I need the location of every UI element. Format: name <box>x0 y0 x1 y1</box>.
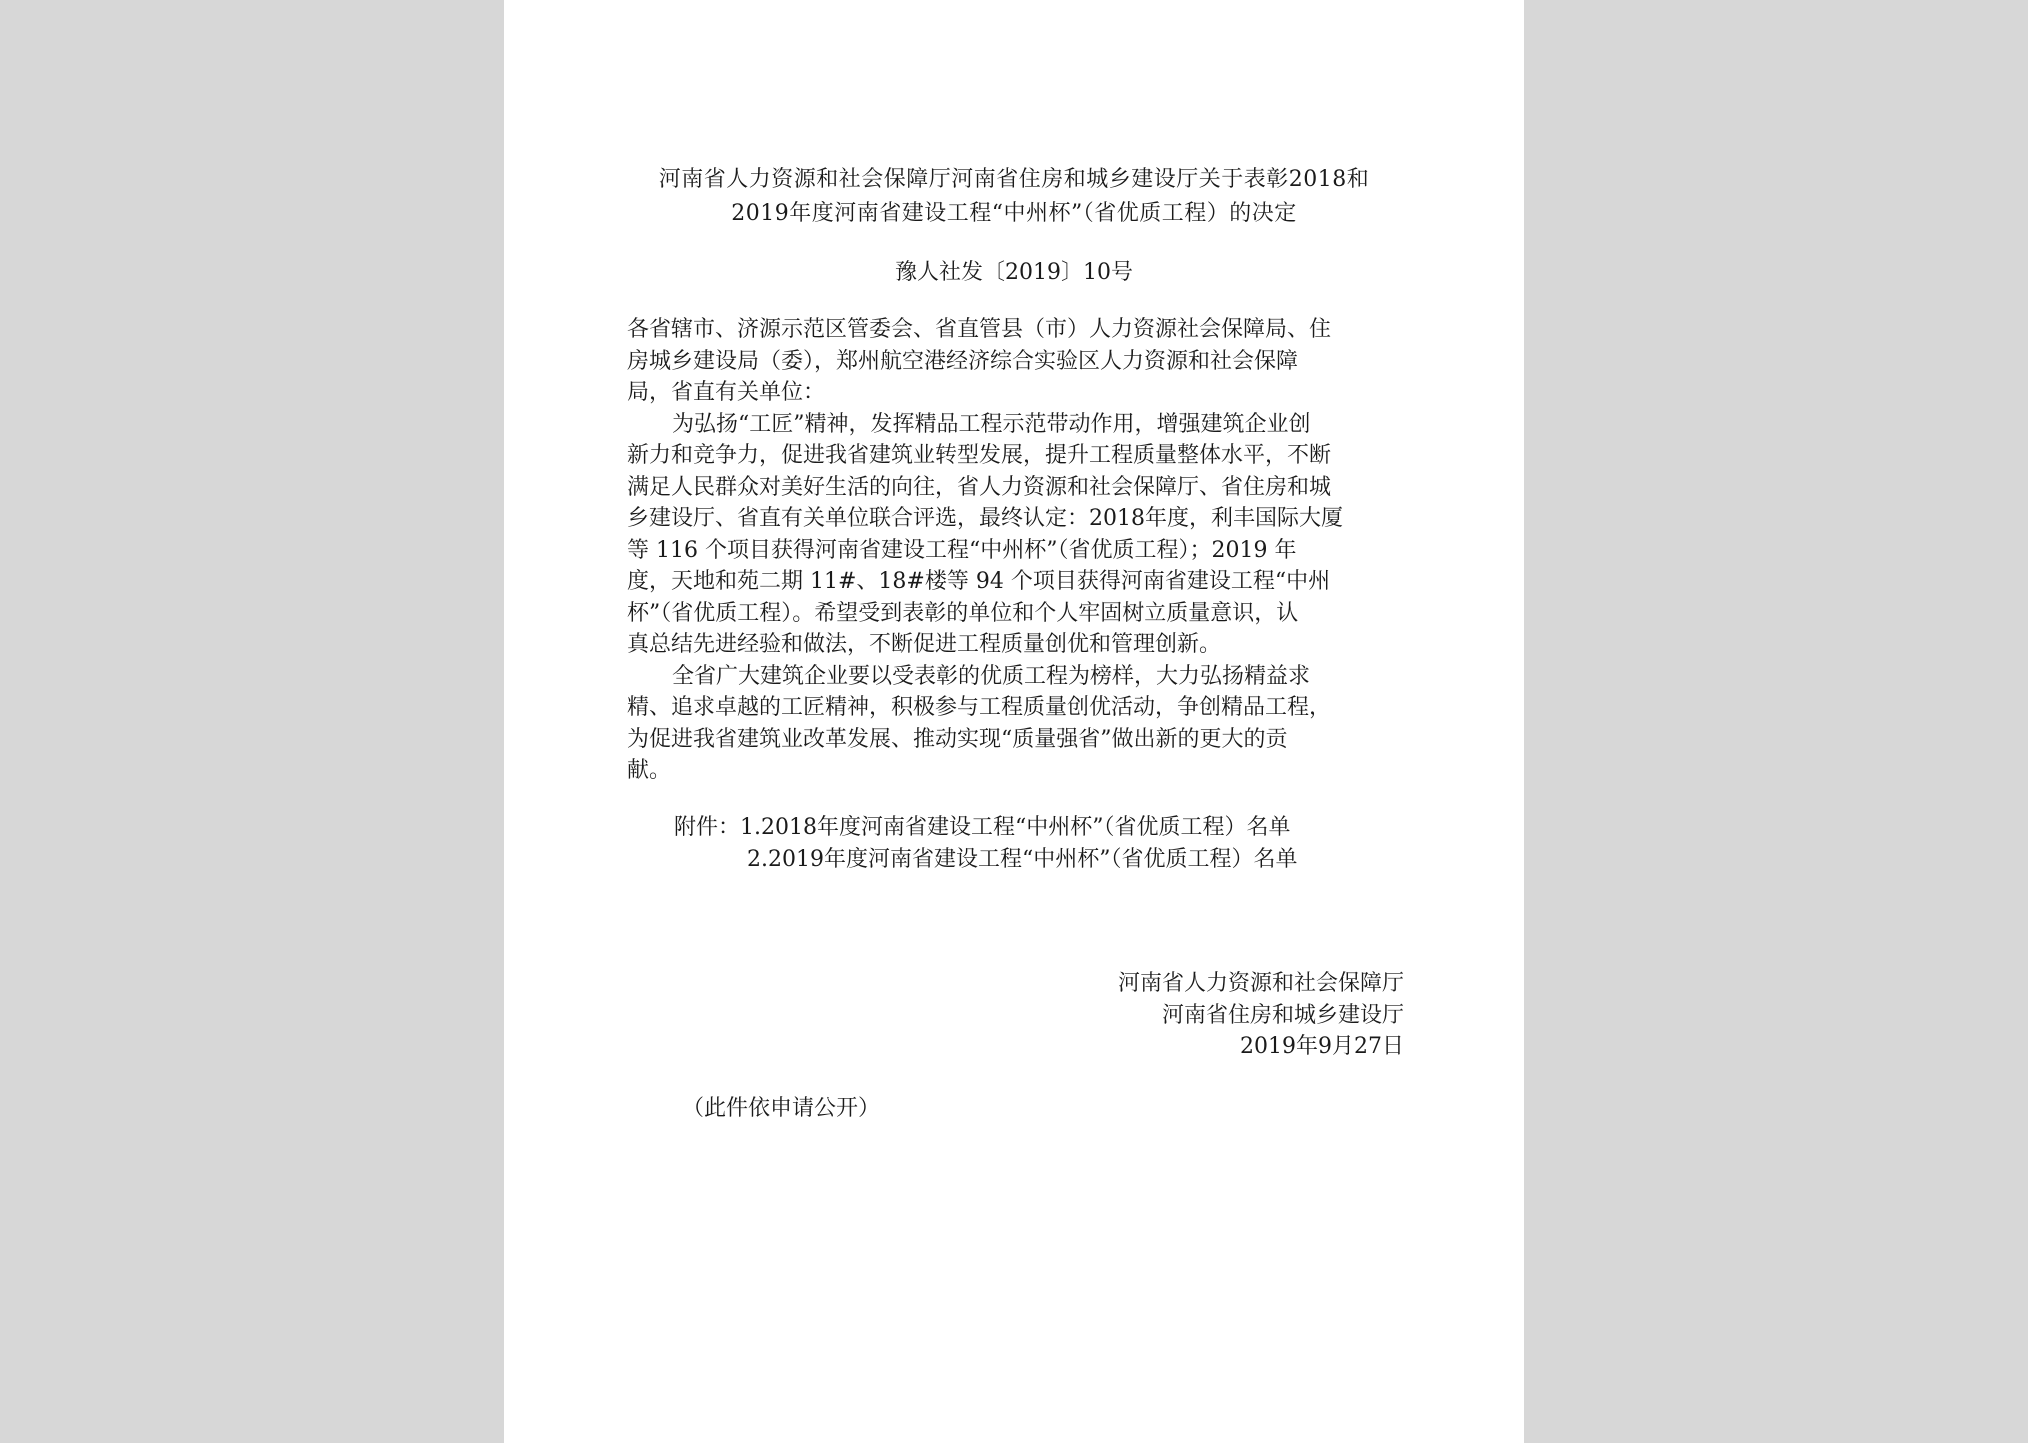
signatory-2: 河南省住房和城乡建设厅 <box>1161 1002 1404 1028</box>
body-line: 满足人民群众对美好生活的向往，省人力资源和社会保障厅、省住房和城 <box>627 474 1332 500</box>
document-number: 豫人社发〔2019〕10号 <box>895 260 1133 285</box>
disclosure-note: （此件依申请公开） <box>682 1096 881 1121</box>
body-line: 新力和竞争力，促进我省建筑业转型发展，提升工程质量整体水平，不断 <box>627 443 1332 468</box>
body-line: 杯”（省优质工程）。希望受到表彰的单位和个人牢固树立质量意识，认 <box>627 600 1299 626</box>
body-line: 全省广大建筑企业要以受表彰的优质工程为榜样，大力弘扬精益求 <box>672 663 1311 689</box>
attachments <box>674 812 1297 875</box>
signature-block <box>1118 968 1404 1063</box>
body-line: 真总结先进经验和做法，不断促进工程质量创优和管理创新。 <box>627 632 1222 657</box>
body-line: 为弘扬“工匠”精神，发挥精品工程示范带动作用，增强建筑企业创 <box>672 411 1311 437</box>
body-line: 等 116 个项目获得河南省建设工程“中州杯”（省优质工程）；2019 年 <box>627 537 1297 563</box>
signatory-1: 河南省人力资源和社会保障厅 <box>1117 971 1404 996</box>
body-line: 为促进我省建筑业改革发展、推动实现“质量强省”做出新的更大的贡 <box>627 726 1288 752</box>
body-line: 献。 <box>627 758 672 783</box>
body-line: 乡建设厅、省直有关单位联合评选，最终认定：2018年度，利丰国际大厦 <box>627 506 1343 531</box>
body-line: 各省辖市、济源示范区管委会、省直管县（市）人力资源社会保障局、住 <box>627 317 1332 342</box>
attachment-2: 2.2019年度河南省建设工程“中州杯”（省优质工程）名单 <box>747 846 1298 872</box>
body-line: 精、追求卓越的工匠精神，积极参与工程质量创优活动，争创精品工程， <box>627 695 1332 720</box>
body-line: 房城乡建设局（委），郑州航空港经济综合实验区人力资源和社会保障 <box>627 348 1299 374</box>
title-line-1: 河南省人力资源和社会保障厅河南省住房和城乡建设厅关于表彰2018和 <box>658 167 1370 192</box>
document-title <box>504 163 1524 231</box>
attachment-1: 附件：1.2018年度河南省建设工程“中州杯”（省优质工程）名单 <box>674 815 1291 840</box>
document-body <box>627 314 1407 787</box>
signature-date: 2019年9月27日 <box>1240 1034 1404 1059</box>
document-page <box>504 0 1524 1443</box>
body-line: 度，天地和苑二期 11#、18#楼等 94 个项目获得河南省建设工程“中州 <box>627 569 1331 594</box>
body-line: 局，省直有关单位： <box>627 380 826 405</box>
title-line-2: 2019年度河南省建设工程“中州杯”（省优质工程）的决定 <box>731 201 1297 226</box>
